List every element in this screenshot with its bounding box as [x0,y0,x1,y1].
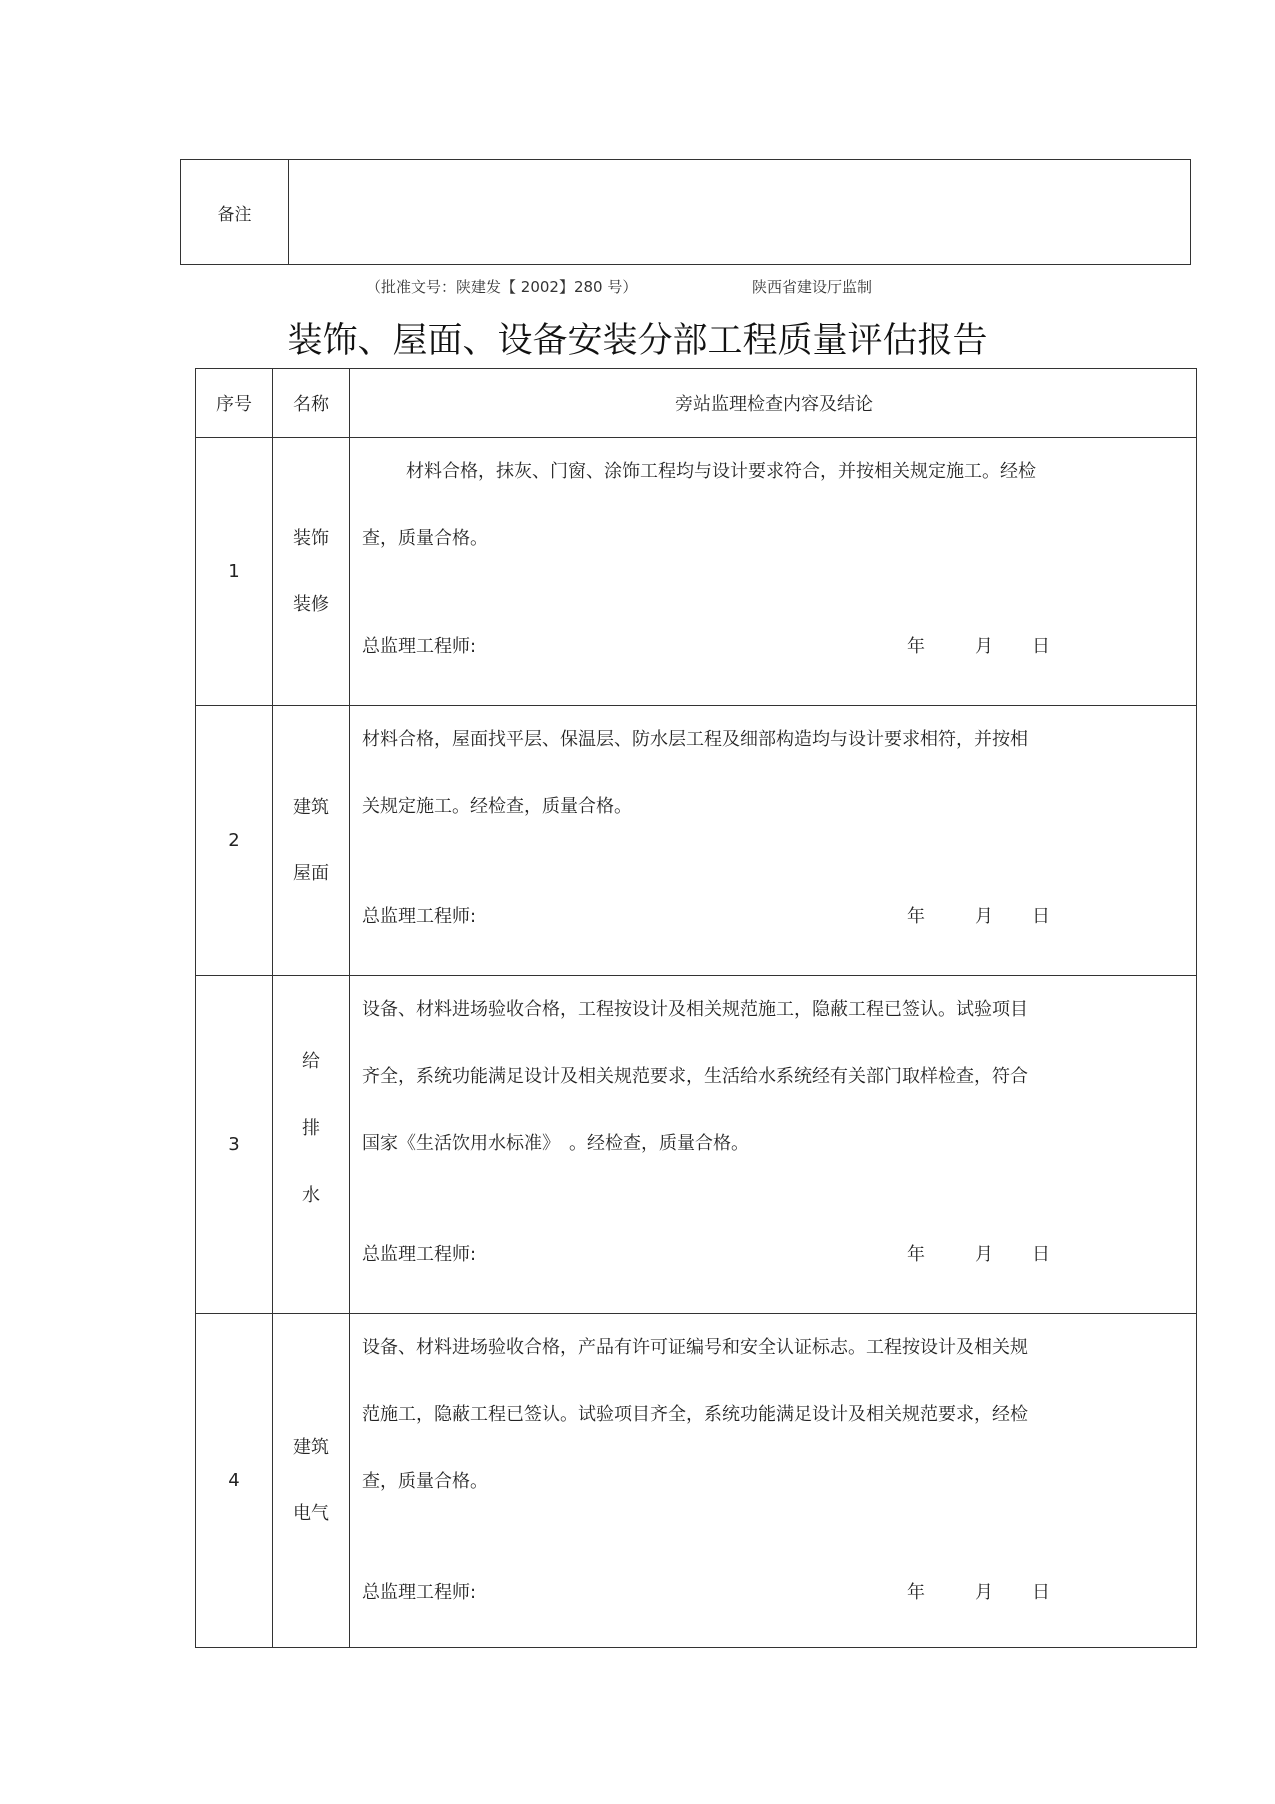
header-no: 序号 [196,369,273,437]
date-year-label: 年 [907,1582,925,1603]
row-content [350,1314,1196,1647]
row-name-line: 建筑 [293,1436,329,1458]
content-line: 查，质量合格。 [362,1471,488,1492]
date-day-label: 日 [1032,1244,1050,1265]
content-line: 关规定施工。经检查，质量合格。 [362,796,632,817]
table-row [196,975,1196,1313]
content-line: 设备、材料进场验收合格，产品有许可证编号和安全认证标志。工程按设计及相关规 [362,1337,1028,1358]
date-day-label: 日 [1032,1582,1050,1603]
table-header-row [196,369,1196,437]
row-name-line: 排 [302,1118,320,1139]
evaluation-table [195,368,1197,1648]
row-content [350,976,1196,1313]
content-line: 材料合格，屋面找平层、保温层、防水层工程及细部构造均与设计要求相符，并按相 [362,729,1028,750]
row-name [273,976,350,1313]
date-month-label: 月 [975,1582,993,1603]
signature-label: 总监理工程师: [362,636,477,657]
row-name-line: 装饰 [293,527,329,549]
date-month-label: 月 [975,1244,993,1265]
row-name-line: 电气 [293,1502,329,1524]
remarks-label: 备注 [181,160,289,264]
content-line: 设备、材料进场验收合格，工程按设计及相关规范施工，隐蔽工程已签认。试验项目 [362,999,1028,1020]
date-day-label: 日 [1032,636,1050,657]
row-no: 1 [196,438,273,705]
row-no: 4 [196,1314,273,1647]
row-content [350,438,1196,705]
row-name-line: 建筑 [293,796,329,818]
row-content [350,706,1196,975]
row-name-line: 水 [302,1185,320,1206]
signature-label: 总监理工程师: [362,906,477,927]
page-title: 装饰、屋面、设备安装分部工程质量评估报告 [287,321,988,361]
content-line: 齐全，系统功能满足设计及相关规范要求，生活给水系统经有关部门取样检查，符合 [362,1066,1028,1087]
row-name [273,1314,350,1647]
row-name [273,706,350,975]
content-line: 查，质量合格。 [362,528,488,549]
remarks-table [180,159,1191,265]
content-line: 材料合格，抹灰、门窗、涂饰工程均与设计要求符合，并按相关规定施工。经检 [406,461,1036,482]
signature-label: 总监理工程师: [362,1582,477,1603]
approval-number: （批准文号：陕建发【 2002】280 号） [366,278,638,296]
issuing-authority: 陕西省建设厅监制 [752,278,873,296]
header-content: 旁站监理检查内容及结论 [675,394,873,415]
date-year-label: 年 [907,1244,925,1265]
date-month-label: 月 [975,636,993,657]
date-year-label: 年 [907,636,925,657]
header-name: 名称 [273,369,350,437]
row-name [273,438,350,705]
content-line: 范施工，隐蔽工程已签认。试验项目齐全，系统功能满足设计及相关规范要求，经检 [362,1404,1028,1425]
table-row [196,705,1196,975]
date-day-label: 日 [1032,906,1050,927]
signature-label: 总监理工程师: [362,1244,477,1265]
date-year-label: 年 [907,906,925,927]
date-month-label: 月 [975,906,993,927]
row-no: 3 [196,976,273,1313]
row-name-line: 给 [302,1051,320,1072]
row-name-line: 装修 [293,593,329,615]
table-row [196,1313,1196,1647]
content-line: 国家《生活饮用水标准》 。经检查，质量合格。 [362,1133,749,1154]
table-row [196,437,1196,705]
row-name-line: 屋面 [293,862,329,884]
row-no: 2 [196,706,273,975]
